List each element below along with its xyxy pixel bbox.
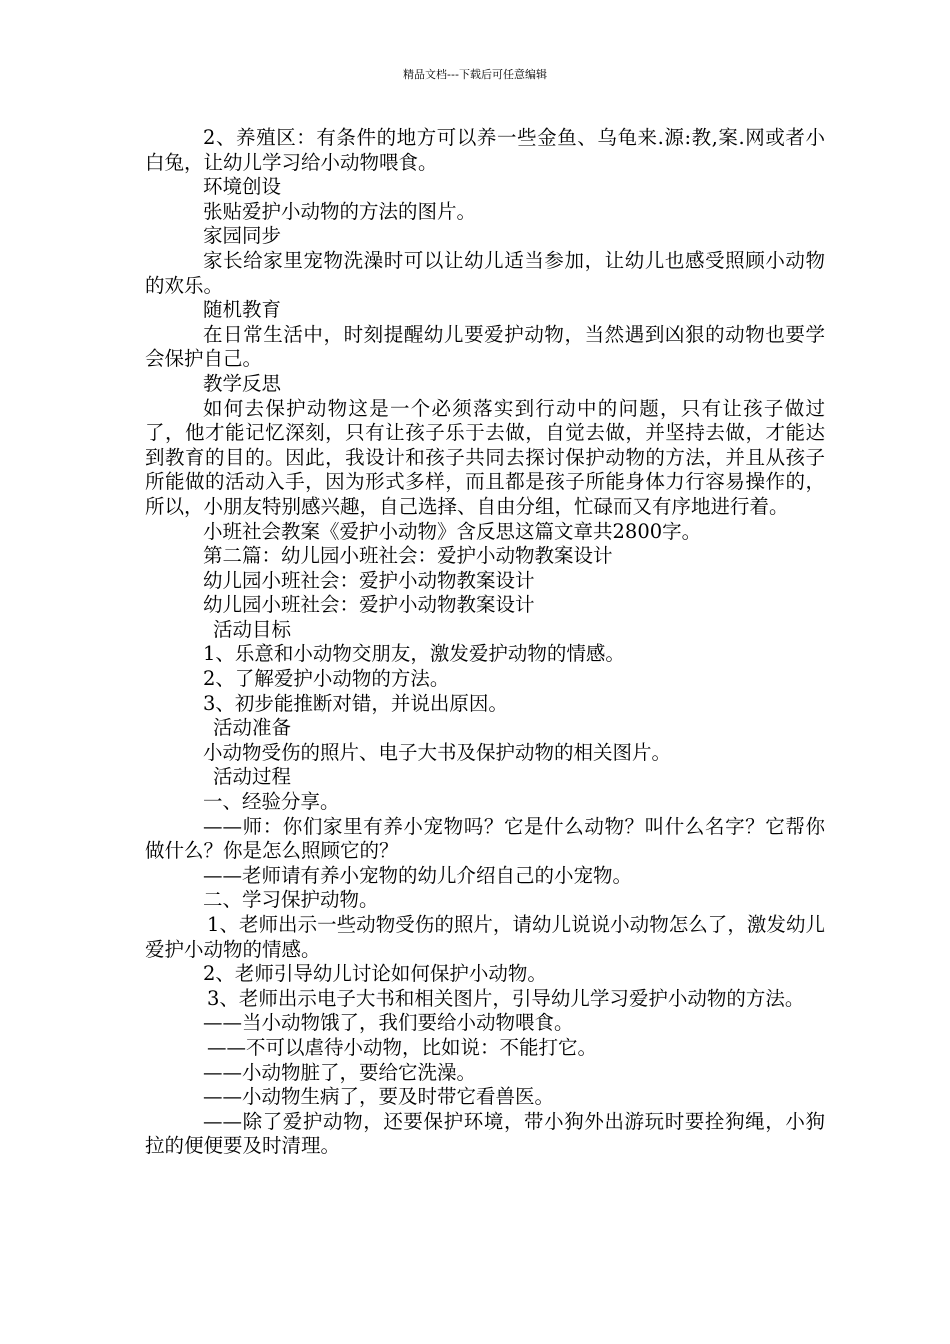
paragraph: ——不可以虐待小动物，比如说：不能打它。 — [207, 1035, 598, 1059]
paragraph: 教学反思 — [203, 371, 282, 395]
paragraph: ——当小动物饿了，我们要给小动物喂食。 — [203, 1011, 574, 1035]
paragraph: 2、老师引导幼儿讨论如何保护小动物。 — [203, 962, 547, 986]
page-header: 精品文档---下载后可任意编辑 — [403, 68, 547, 81]
paragraph: 家长给家里宠物洗澡时可以让幼儿适当参加，让幼儿也感受照顾小动物的欢乐。 — [145, 248, 825, 297]
paragraph: 1、乐意和小动物交朋友，激发爱护动物的情感。 — [203, 642, 625, 666]
paragraph: 3、老师出示电子大书和相关图片，引导幼儿学习爱护小动物的方法。 — [207, 986, 805, 1010]
paragraph: 活动目标 — [213, 617, 292, 641]
paragraph: ——老师请有养小宠物的幼儿介绍自己的小宠物。 — [203, 863, 633, 887]
paragraph: 小班社会教案《爱护小动物》含反思这篇文章共2800字。 — [203, 519, 702, 543]
paragraph: 环境创设 — [203, 175, 282, 199]
paragraph: 活动过程 — [213, 765, 292, 789]
paragraph: 二、学习保护动物。 — [203, 888, 379, 912]
paragraph: 3、初步能推断对错，并说出原因。 — [203, 691, 508, 715]
paragraph: 一、经验分享。 — [203, 790, 340, 814]
document-body — [145, 126, 825, 1159]
paragraph: ——小动物生病了，要及时带它看兽医。 — [203, 1085, 555, 1109]
paragraph: 张贴爱护小动物的方法的图片。 — [203, 199, 477, 223]
paragraph: ——小动物脏了，要给它洗澡。 — [203, 1060, 477, 1084]
paragraph: 随机教育 — [203, 298, 282, 322]
paragraph: 小动物受伤的照片、电子大书及保护动物的相关图片。 — [203, 740, 672, 764]
paragraph: ——除了爱护动物，还要保护环境，带小狗外出游玩时要拴狗绳，小狗拉的便便要及时清理。 — [145, 1109, 825, 1158]
paragraph: ——师：你们家里有养小宠物吗？它是什么动物？叫什么名字？它帮你做什么？你是怎么照顾它的？ — [145, 814, 825, 863]
paragraph: 幼儿园小班社会：爱护小动物教案设计 — [203, 568, 535, 592]
paragraph: 2、养殖区：有条件的地方可以养一些金鱼、乌龟来.源:教,案.网或者小白兔，让幼儿学习给小动物喂食。 — [145, 126, 825, 174]
paragraph: 第二篇：幼儿园小班社会：爱护小动物教案设计 — [203, 544, 613, 568]
paragraph: 2、了解爱护小动物的方法。 — [203, 667, 450, 691]
paragraph: 在日常生活中，时刻提醒幼儿要爱护动物，当然遇到凶狠的动物也要学会保护自己。 — [145, 322, 825, 371]
paragraph: 活动准备 — [213, 716, 292, 740]
paragraph: 如何去保护动物这是一个必须落实到行动中的问题，只有让孩子做过了，他才能记忆深刻，只有让孩子乐于去做，自觉去做，并坚持去做，才能达到教育的目的。因此，我设计和孩子共同去探讨保护动物的方法，并且从孩子所能做的活动入手，因为形式多样，而且都是孩子所能身体力行容易操作的，所以，小朋友特别感兴趣，自己选择、自由分组，忙碌而又有序地进行着。 — [145, 396, 825, 518]
paragraph: 幼儿园小班社会：爱护小动物教案设计 — [203, 593, 535, 617]
paragraph: 1、老师出示一些动物受伤的照片，请幼儿说说小动物怎么了，激发幼儿爱护小动物的情感。 — [145, 913, 825, 961]
paragraph: 家园同步 — [203, 224, 282, 248]
